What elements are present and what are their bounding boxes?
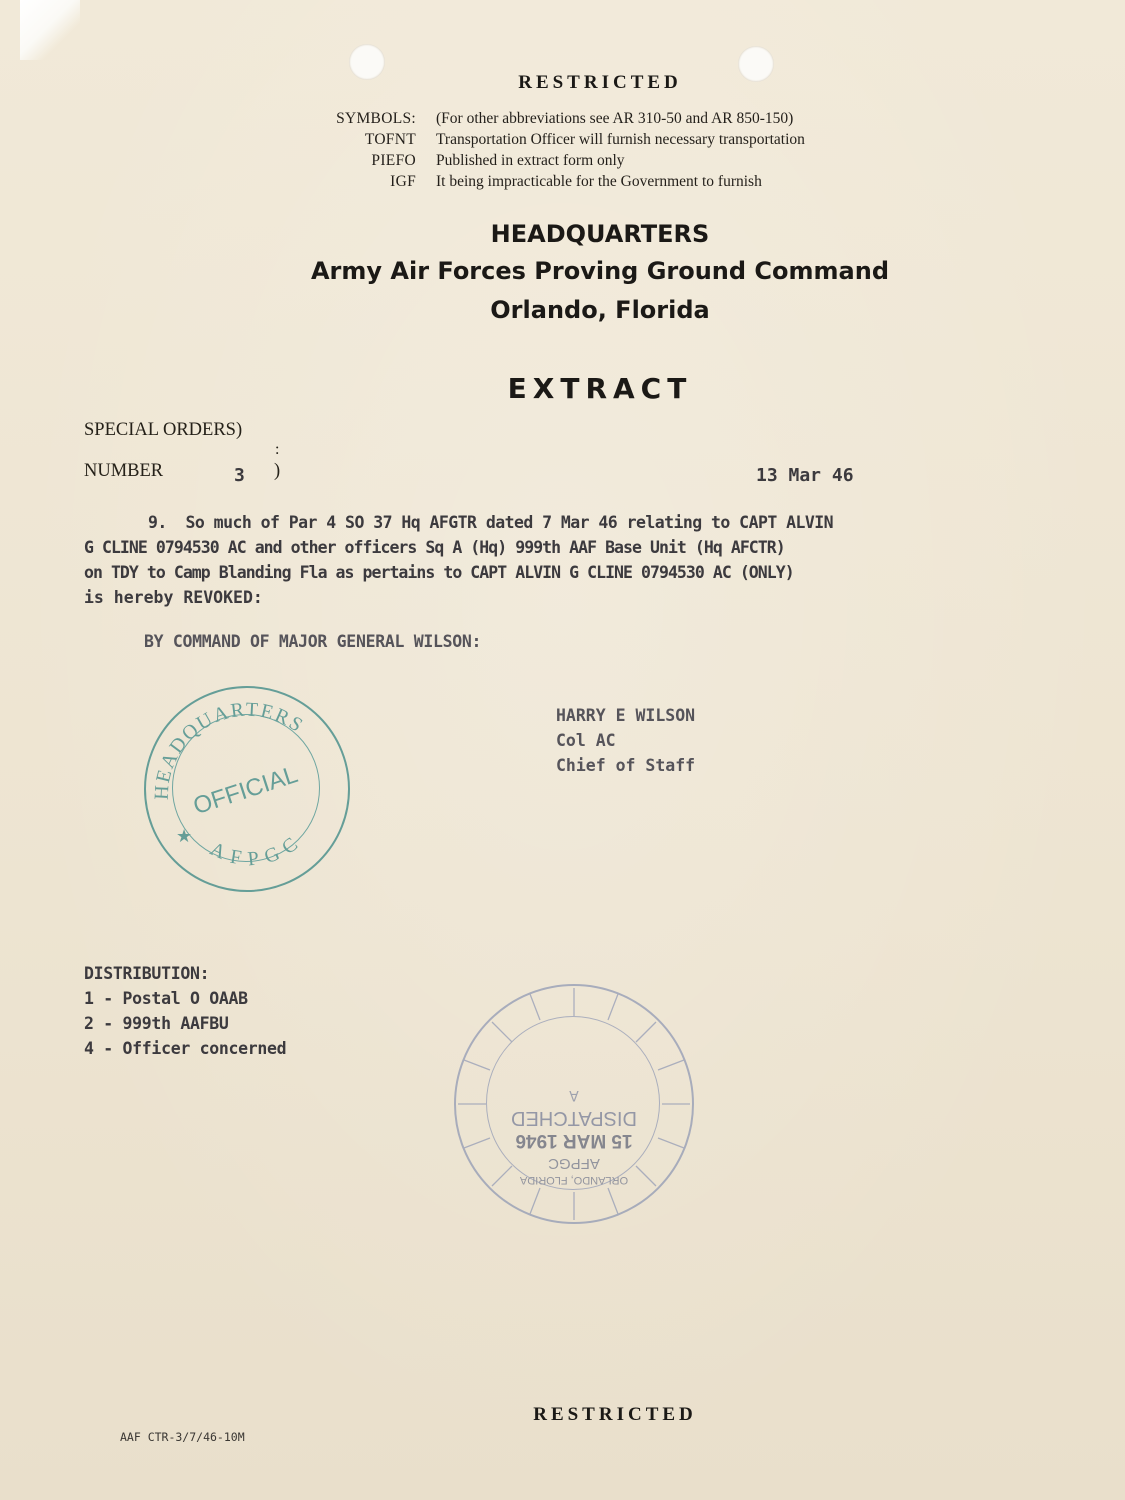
stamp-center-text: OFFICIAL [190,761,302,821]
form-code: AAF CTR-3/7/46-10M [120,1430,245,1444]
symbol-desc: It being impracticable for the Government to furnish [436,173,762,190]
dispatched-line5: ORLANDO, FLORIDA [519,1174,629,1186]
distribution-heading: DISTRIBUTION: [84,964,210,983]
symbol-desc: Published in extract form only [436,152,625,169]
hq-title: HEADQUARTERS [490,220,710,248]
distribution-item: 2 - 999th AAFBU [84,1014,229,1033]
symbol-code: TOFNT [364,131,416,148]
paragraph-line: G CLINE 0794530 AC and other officers Sq A (Hq) 999th AAF Base Unit (Hq AFCTR) [84,538,785,557]
hq-command: Army Air Forces Proving Ground Command [310,257,889,285]
number-paren: ) [274,461,281,481]
distribution-item: 1 - Postal O OAAB [84,989,248,1008]
by-command: BY COMMAND OF MAJOR GENERAL WILSON: [144,632,482,651]
symbol-code: IGF [390,173,416,190]
svg-text:AFPGC [207,828,309,870]
symbol-code: PIEFO [371,152,416,169]
paragraph-line: is hereby REVOKED: [84,588,263,607]
paragraph-line: 9. So much of Par 4 SO 37 Hq AFGTR dated 7 Mar 46 relating to CAPT ALVIN [148,513,834,532]
dispatched-line3: 15 MAR 1946 [515,1130,633,1151]
classification-top: RESTRICTED [518,72,682,93]
official-stamp [144,686,350,892]
hq-location: Orlando, Florida [490,296,710,324]
dispatched-stamp [454,984,694,1224]
dispatched-line2: DISPATCHED [511,1107,637,1129]
symbols-row [300,131,805,152]
symbols-row [300,152,625,173]
bracket-colon: : [275,441,280,458]
signature-name: HARRY E WILSON [556,706,696,725]
paragraph-line: on TDY to Camp Blanding Fla as pertains to CAPT ALVIN G CLINE 0794530 AC (ONLY) [84,563,794,582]
signature-rank: Col AC [556,731,616,750]
order-number: 3 [234,465,245,486]
dispatched-line1: A [569,1087,579,1103]
special-orders-label: SPECIAL ORDERS) [84,420,243,440]
dispatched-line4: AFPGC [548,1155,600,1172]
svg-text:★: ★ [176,826,193,847]
symbols-row [300,173,762,194]
order-date: 13 Mar 46 [756,465,854,486]
symbols-row [300,110,794,131]
number-label: NUMBER [84,461,164,481]
signature-title: Chief of Staff [556,756,696,775]
symbol-desc: (For other abbreviations see AR 310-50 and AR 850-150) [436,110,794,127]
symbol-code: SYMBOLS: [336,110,416,127]
stamp-bottom-text: AFPGC [206,828,309,871]
symbol-desc: Transportation Officer will furnish necessary transportation [436,131,805,148]
distribution-item: 4 - Officer concerned [84,1039,287,1058]
torn-corner [20,0,80,60]
stamp-ring-text: HEADQUARTERS [150,698,309,801]
document-type: EXTRACT [507,372,693,405]
classification-bottom: RESTRICTED [533,1404,697,1425]
